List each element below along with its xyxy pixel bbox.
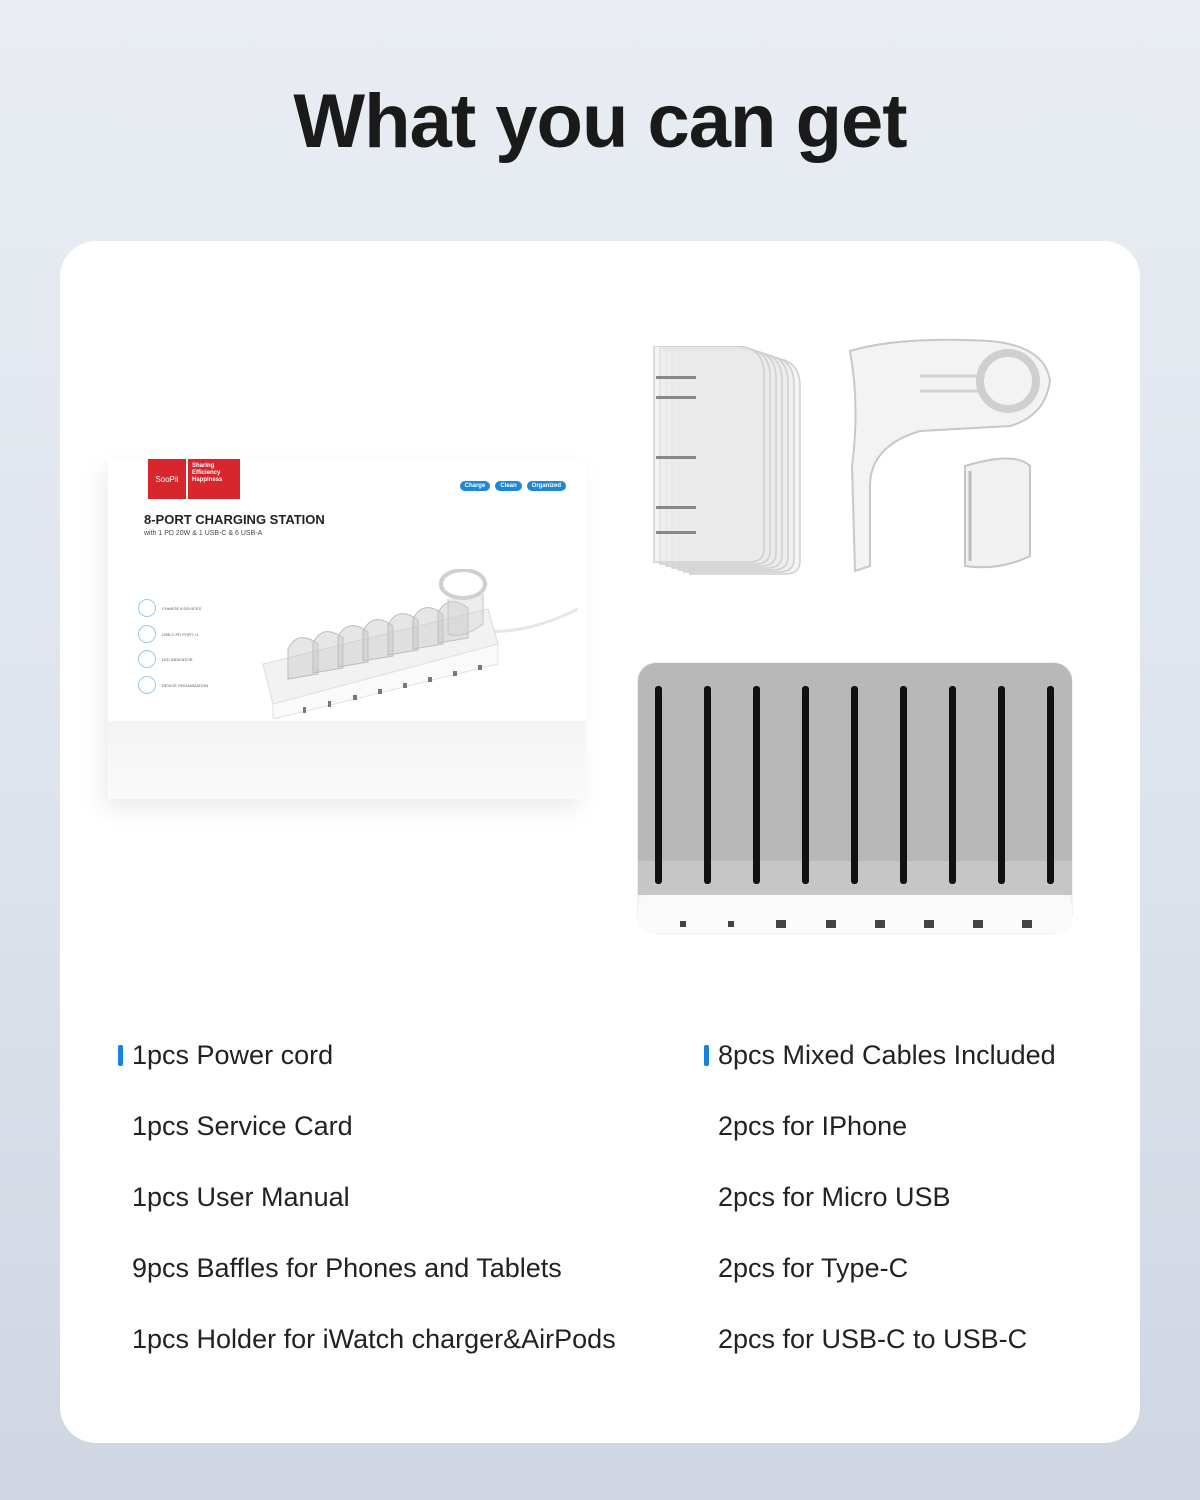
led-icon	[138, 650, 156, 668]
feature-led: LED INDICATOR	[138, 650, 193, 668]
list-item: 2pcs for Type-C	[718, 1253, 909, 1283]
feature-organization: DEVICE ORGANIZATION	[138, 676, 208, 694]
feature-usbc: USB-C PD PORT ×1	[138, 625, 199, 643]
highlight-bar	[704, 1045, 709, 1066]
baffles-image	[650, 346, 810, 581]
box-front	[108, 459, 586, 722]
list-item: 1pcs Holder for iWatch charger&AirPods	[132, 1324, 616, 1354]
box-title: 8-PORT CHARGING STATION	[144, 512, 325, 527]
highlight-bar	[118, 1045, 123, 1066]
tag-organized: Organized	[527, 481, 566, 491]
station-illustration	[258, 569, 578, 719]
brand-name: SooPii	[148, 459, 186, 499]
contents-list-left	[132, 1036, 616, 1391]
brand-tagline: Sharing Efficiency Happiness	[188, 459, 240, 499]
organization-icon	[138, 676, 156, 694]
box-subtitle: with 1 PD 20W & 1 USB-C & 6 USB-A	[144, 530, 263, 537]
list-item: 8pcs Mixed Cables Included	[718, 1036, 1056, 1107]
list-item: 1pcs Service Card	[132, 1111, 353, 1141]
box-side	[108, 721, 586, 799]
charge-icon	[138, 599, 156, 617]
brand-logo	[148, 459, 240, 499]
box-tags	[460, 481, 566, 491]
feature-charge: CHARGE 8 DEVICES	[138, 599, 201, 617]
list-item: 9pcs Baffles for Phones and Tablets	[132, 1253, 562, 1283]
tag-clean: Clean	[495, 481, 521, 491]
list-item: 1pcs Power cord	[132, 1036, 616, 1107]
charging-station-image	[636, 661, 1086, 951]
usb-c-icon	[138, 625, 156, 643]
watch-holder-image	[840, 336, 1070, 581]
product-box-image	[108, 459, 586, 799]
page-headline: What you can get	[293, 79, 907, 164]
contents-card	[60, 241, 1140, 1443]
contents-list-right	[718, 1036, 1056, 1391]
list-item: 2pcs for Micro USB	[718, 1182, 951, 1212]
list-item: 1pcs User Manual	[132, 1182, 350, 1212]
tag-charge: Charge	[460, 481, 491, 491]
list-item: 2pcs for USB-C to USB-C	[718, 1324, 1028, 1354]
list-item: 2pcs for IPhone	[718, 1111, 908, 1141]
